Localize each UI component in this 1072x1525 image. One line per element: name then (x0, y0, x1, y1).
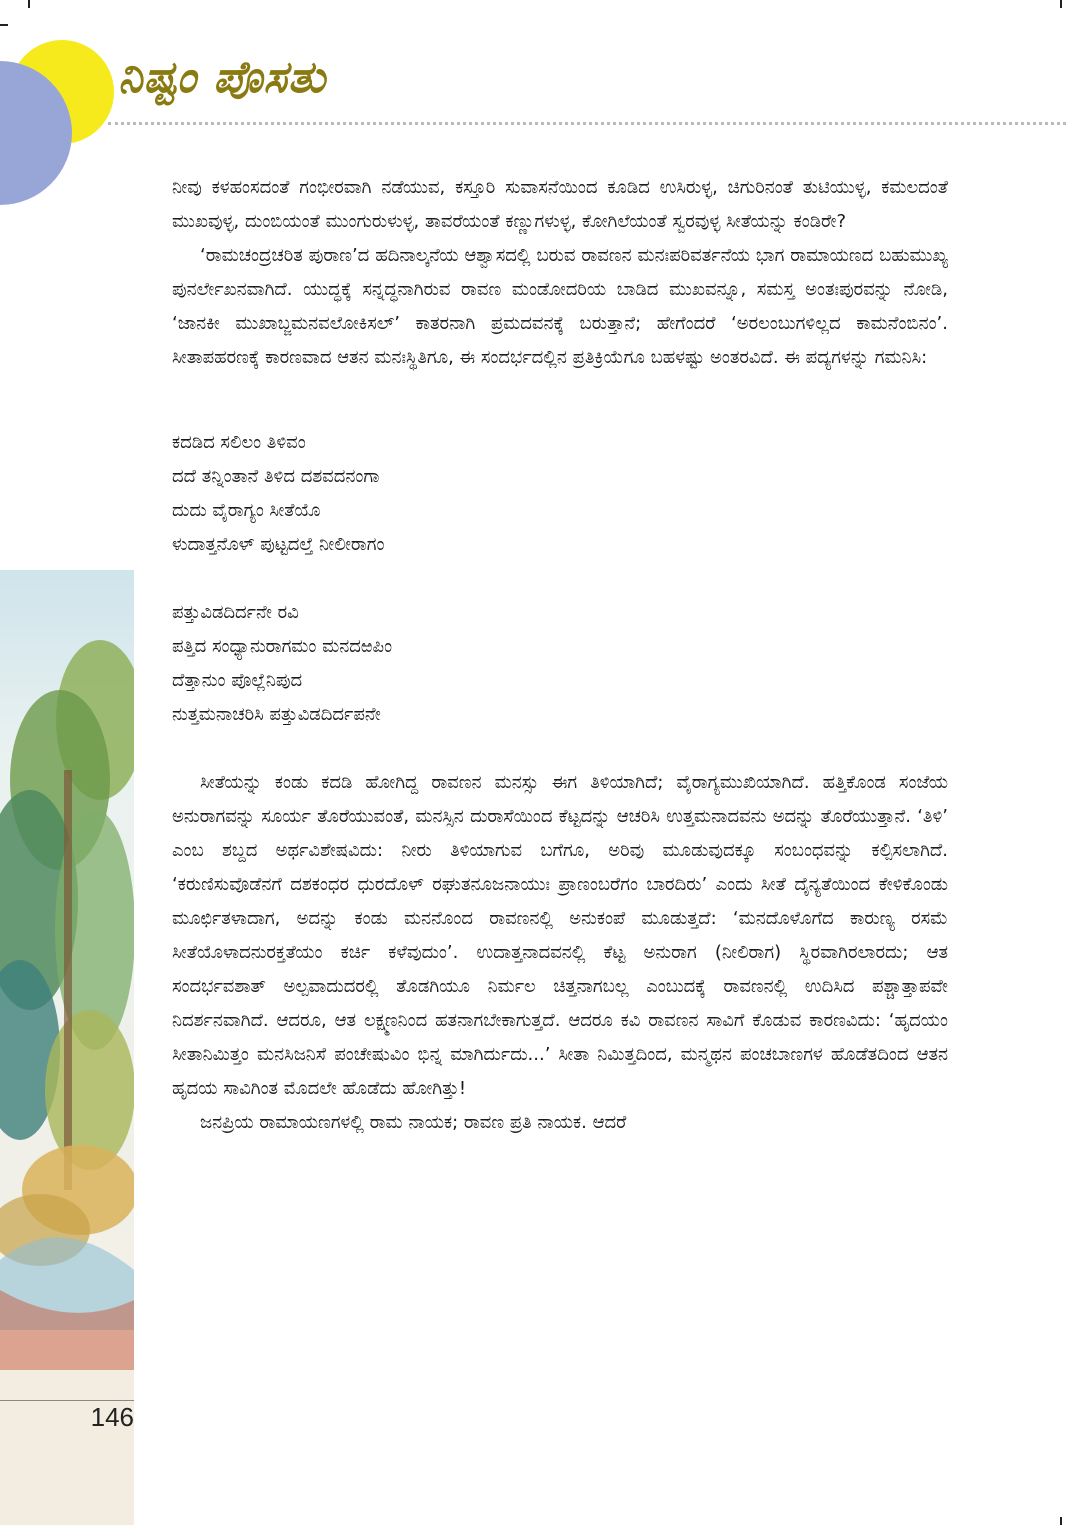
main-text-column (172, 171, 948, 1140)
heading-divider (108, 122, 1066, 125)
crop-mark (1060, 1517, 1062, 1525)
verse-stanza-2 (172, 596, 948, 732)
verse-line: ನುತ್ತಮನಾಚರಿಸಿ ಪತ್ತುವಿಡದಿರ್ದಪನೇ (172, 704, 381, 725)
page-number: 146 (90, 1402, 134, 1432)
watercolor-landscape-illustration (0, 570, 134, 1525)
verse-stanza-1 (172, 426, 948, 562)
verse-line: ಕದಡಿದ ಸಲಿಲಂ ತಿಳಿವಂ (172, 432, 306, 453)
verse-line: ಪತ್ತುವಿಡದಿರ್ದನೇ ರವಿ (172, 602, 299, 623)
paragraph-analysis: ಸೀತೆಯನ್ನು ಕಂಡು ಕದಡಿ ಹೋಗಿದ್ದ ರಾವಣನ ಮನಸ್ಸು ಈಗ ತಿಳಿಯಾಗಿದೆ; ವೈರಾಗ್ಯಮುಖಿಯಾಗಿದೆ. ಹತ್ತಿಕೊಂಡ ಸಂಜೆಯ ಅನುರಾಗವನ್ನು ಸೂರ್ಯ ತೊರೆಯುವಂತೆ, ಮನಸ್ಸಿನ ದುರಾಸೆಯಿಂದ ಕೆಟ್ಟದನ್ನು ಆಚರಿಸಿ ಉತ್ತಮನಾದವನು ಅದನ್ನು ತೊರೆಯುತ್ತಾನೆ. ‘ತಿಳಿ’ ಎಂಬ ಶಬ್ದದ ಅರ್ಥವಿಶೇಷವಿದು: ನೀರು ತಿಳಿಯಾಗುವ ಬಗೆಗೂ, ಅರಿವು ಮೂಡುವುದಕ್ಕೂ ಸಂಬಂಧವನ್ನು ಕಲ್ಪಿಸಲಾಗಿದೆ. ‘ಕರುಣಿಸುವೊಡೆನಗೆ ದಶಕಂಧರ ಧುರದೊಳ್ ರಘುತನೂಜನಾಯುಃ ಪ್ರಾಣಂಬರೆಗಂ ಬಾರದಿರು’ ಎಂದು ಸೀತೆ ದೈನ್ಯತೆಯಿಂದ ಕೇಳಿಕೊಂಡು ಮೂರ್ಛಿತಳಾದಾಗ, ಅದನ್ನು ಕಂಡು ಮನನೊಂದ ರಾವಣನಲ್ಲಿ ಅನುಕಂಪೆ ಮೂಡುತ್ತದೆ: ‘ಮನದೊಳೊಗೆದ ಕಾರುಣ್ಯ ರಸಮೆ ಸೀತೆಯೊಳಾದನುರಕ್ತತೆಯಂ ಕರ್ಚಿ ಕಳೆವುದುಂ’. ಉದಾತ್ತನಾದವನಲ್ಲಿ ಕೆಟ್ಟ ಅನುರಾಗ (ನೀಲಿರಾಗ) ಸ್ಥಿರವಾಗಿರಲಾರದು; ಆತ ಸಂದರ್ಭವಶಾತ್ ಅಲ್ಪವಾದುದರಲ್ಲಿ ತೊಡಗಿಯೂ ನಿರ್ಮಲ ಚಿತ್ತನಾಗಬಲ್ಲ ಎಂಬುದಕ್ಕೆ ರಾವಣನಲ್ಲಿ ಉದಿಸಿದ ಪಶ್ಚಾತ್ತಾಪವೇ ನಿದರ್ಶನವಾಗಿದೆ. ಆದರೂ, ಆತ ಲಕ್ಷ್ಮಣನಿಂದ ಹತನಾಗಬೇಕಾಗುತ್ತದೆ. ಆದರೂ ಕವಿ ರಾವಣನ ಸಾವಿಗೆ ಕೊಡುವ ಕಾರಣವಿದು: ‘ಹೃದಯಂ ಸೀತಾನಿಮಿತ್ತಂ ಮನಸಿಜನಿಸೆ ಪಂಚೇಷುವಿಂ ಭಿನ್ನ ಮಾಗಿರ್ದುದು...’ ಸೀತಾ ನಿಮಿತ್ತದಿಂದ, ಮನ್ಮಥನ ಪಂಚಬಾಣಗಳ ಹೊಡೆತದಿಂದ ಆತನ ಹೃದಯ ಸಾವಿಗಿಂತ ಮೊದಲೇ ಹೊಡೆದು ಹೋಗಿತ್ತು! (172, 772, 948, 1099)
paragraph-intro: ನೀವು ಕಳಹಂಸದಂತೆ ಗಂಭೀರವಾಗಿ ನಡೆಯುವ, ಕಸ್ತೂರಿ ಸುವಾಸನೆಯಿಂದ ಕೂಡಿದ ಉಸಿರುಳ್ಳ, ಚಿಗುರಿನಂತೆ ತುಟಿಯುಳ್ಳ, ಕಮಲದಂತೆ ಮುಖವುಳ್ಳ, ದುಂಬಿಯಂತೆ ಮುಂಗುರುಳುಳ್ಳ, ತಾವರೆಯಂತೆ ಕಣ್ಣುಗಳುಳ್ಳ, ಕೋಗಿಲೆಯಂತೆ ಸ್ವರವುಳ್ಳ ಸೀತೆಯನ್ನು ಕಂಡಿರೇ? (172, 177, 948, 232)
verse-line: ಳುದಾತ್ತನೊಳ್ ಪುಟ್ಟದಲ್ತೆ ನೀಲೀರಾಗಂ (172, 534, 385, 555)
paragraph-context: ‘ರಾಮಚಂದ್ರಚರಿತ ಪುರಾಣ’ದ ಹದಿನಾಲ್ಕನೆಯ ಆಶ್ವಾಸದಲ್ಲಿ ಬರುವ ರಾವಣನ ಮನಃಪರಿವರ್ತನೆಯ ಭಾಗ ರಾಮಾಯಣದ ಬಹುಮುಖ್ಯ ಪುನರ್ಲೇಖನವಾಗಿದೆ. ಯುದ್ಧಕ್ಕೆ ಸನ್ನದ್ಧನಾಗಿರುವ ರಾವಣ ಮಂಡೋದರಿಯ ಬಾಡಿದ ಮುಖವನ್ನೂ, ಸಮಸ್ತ ಅಂತಃಪುರವನ್ನು ನೋಡಿ, ‘ಜಾನಕೀ ಮುಖಾಬ್ಜಮನವಲೋಕಿಸಲ್’ ಕಾತರನಾಗಿ ಪ್ರಮದವನಕ್ಕೆ ಬರುತ್ತಾನೆ; ಹೇಗೆಂದರೆ ‘ಅರಲಂಬುಗಳಿಲ್ಲದ ಕಾಮನೆಂಬಿನಂ’. ಸೀತಾಪಹರಣಕ್ಕೆ ಕಾರಣವಾದ ಆತನ ಮನಃಸ್ಥಿತಿಗೂ, ಈ ಸಂದರ್ಭದಲ್ಲಿನ ಪ್ರತಿಕ್ರಿಯೆಗೂ ಬಹಳಷ್ಟು ಅಂತರವಿದೆ. ಈ ಪದ್ಯಗಳನ್ನು ಗಮನಿಸಿ: (172, 245, 948, 368)
verse-line: ದುದು ವೈರಾಗ್ಯಂ ಸೀತೆಯೊ (172, 500, 321, 521)
verse-line: ದದೆ ತನ್ನಿಂತಾನೆ ತಿಳಿದ ದಶವದನಂಗಾ (172, 466, 380, 487)
paragraph-continuation: ಜನಪ್ರಿಯ ರಾಮಾಯಣಗಳಲ್ಲಿ ರಾಮ ನಾಯಕ; ರಾವಣ ಪ್ರತಿ ನಾಯಕ. ಆದರೆ (200, 1112, 627, 1133)
page-heading: ನಿಷ್ಟಂ ಪೊಸತು (118, 52, 327, 103)
crop-mark (1060, 0, 1062, 8)
footer-rule (0, 1400, 134, 1401)
header-circles-decoration (0, 0, 200, 220)
verse-line: ಪತ್ತಿದ ಸಂಧ್ಯಾನುರಾಗಮಂ ಮನದಱಪಿಂ (172, 636, 393, 657)
verse-line: ದೆತ್ತಾನುಂ ಪೊಲ್ಲೆನಿಪುದ (172, 670, 303, 691)
